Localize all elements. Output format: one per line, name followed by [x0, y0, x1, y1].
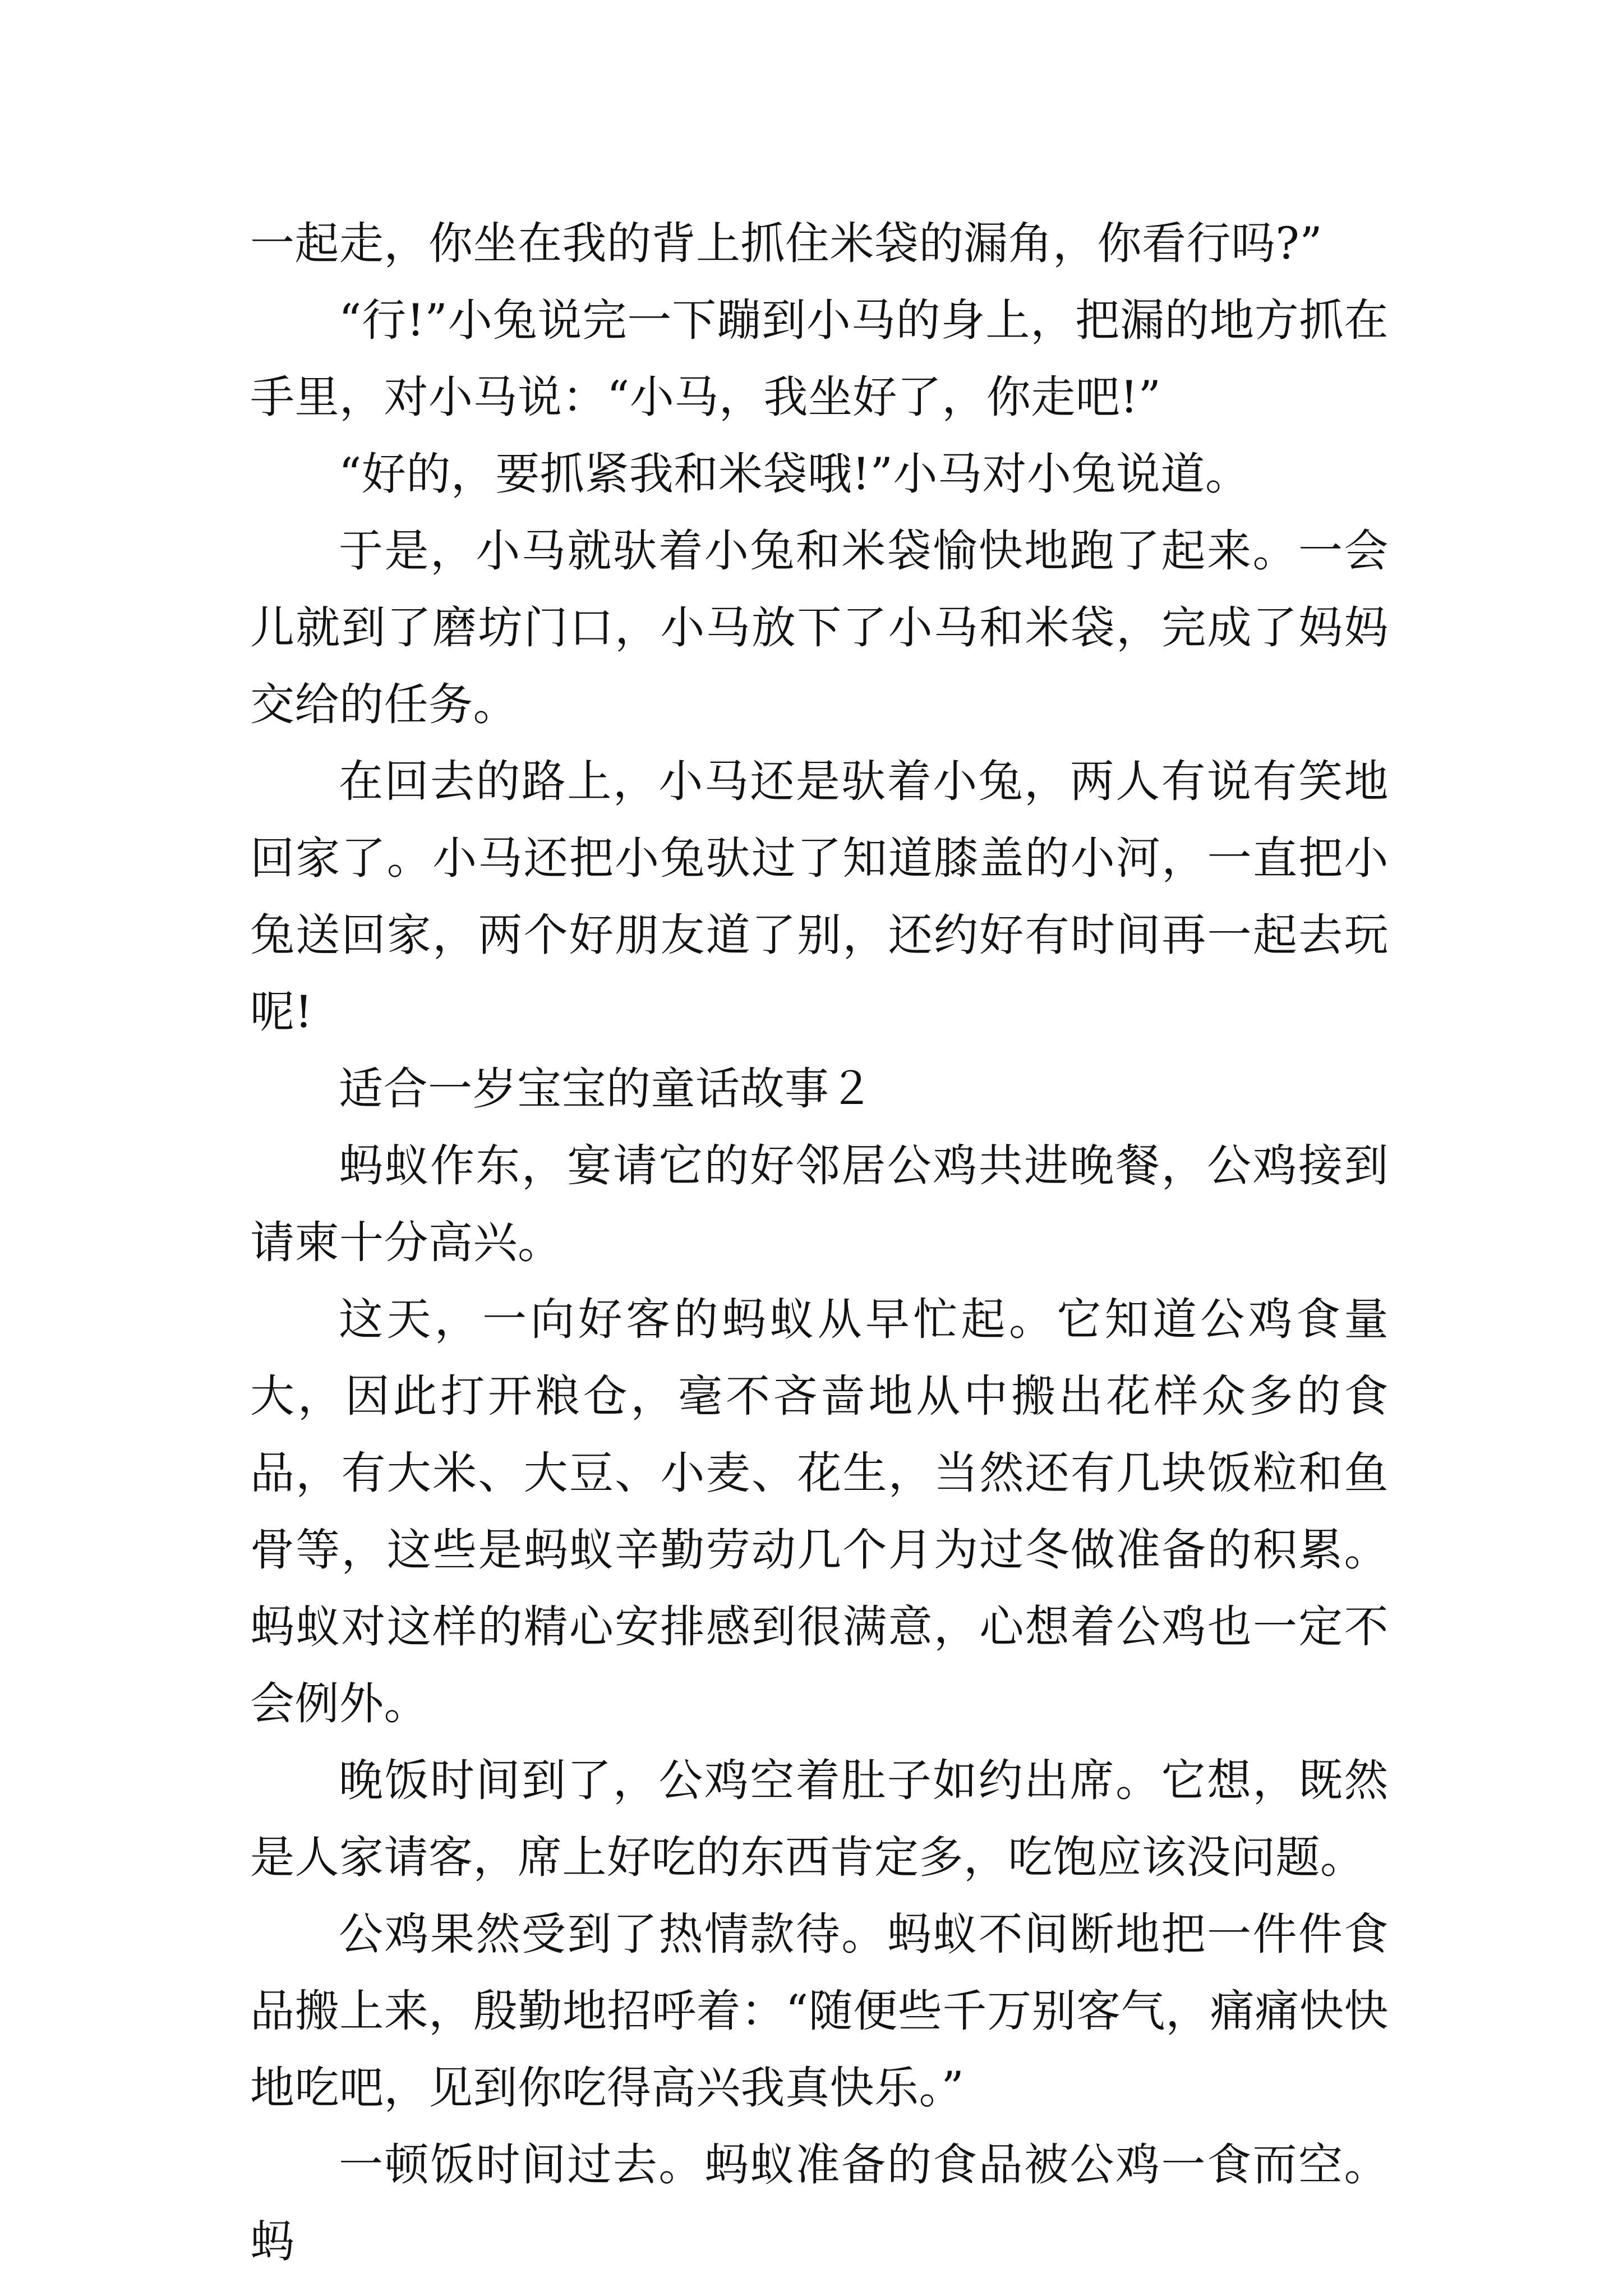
- paragraph: 蚂蚁作东，宴请它的好邻居公鸡共进晚餐，公鸡接到请柬十分高兴。: [250, 1140, 1389, 1268]
- paragraph: 这天，一向好客的蚂蚁从早忙起。它知道公鸡食量大，因此打开粮仓，毫不吝啬地从中搬出花样众多的食品，有大米、大豆、小麦、花生，当然还有几块饭粒和鱼骨等，这些是蚂蚁辛勤劳动几个月为过冬做准备的积累。蚂蚁对这样的精心安排感到很满意，心想着公鸡也一定不会例外。: [250, 1294, 1389, 1729]
- document-body: [250, 205, 1389, 2280]
- paragraph: 晚饭时间到了，公鸡空着肚子如约出席。它想，既然是人家请客，席上好吃的东西肯定多，吃饱应该没问题。: [250, 1755, 1389, 1883]
- section-heading: 适合一岁宝宝的童话故事２: [339, 1063, 874, 1115]
- paragraph: 于是，小马就驮着小兔和米袋愉快地跑了起来。一会儿就到了磨坊门口，小马放下了小马和米袋，完成了妈妈交给的任务。: [250, 525, 1389, 730]
- paragraph: 一顿饭时间过去。蚂蚁准备的食品被公鸡一食而空。蚂: [250, 2139, 1389, 2267]
- paragraph: “好的，要抓紧我和米袋哦!”小马对小兔说道。: [339, 448, 1250, 500]
- paragraph: 公鸡果然受到了热情款待。蚂蚁不间断地把一件件食品搬上来，殷勤地招呼着：“随便些千万别客气，痛痛快快地吃吧，见到你吃得高兴我真快乐。”: [250, 1908, 1389, 2114]
- paragraph: 在回去的路上，小马还是驮着小兔，两人有说有笑地回家了。小马还把小兔驮过了知道膝盖的小河，一直把小兔送回家，两个好朋友道了别，还约好有时间再一起去玩呢!: [250, 756, 1389, 1038]
- paragraph: 一起走，你坐在我的背上抓住米袋的漏角，你看行吗?”: [250, 218, 1323, 269]
- paragraph: “行!”小兔说完一下蹦到小马的身上，把漏的地方抓在手里，对小马说：“小马，我坐好了，你走吧!”: [250, 295, 1389, 423]
